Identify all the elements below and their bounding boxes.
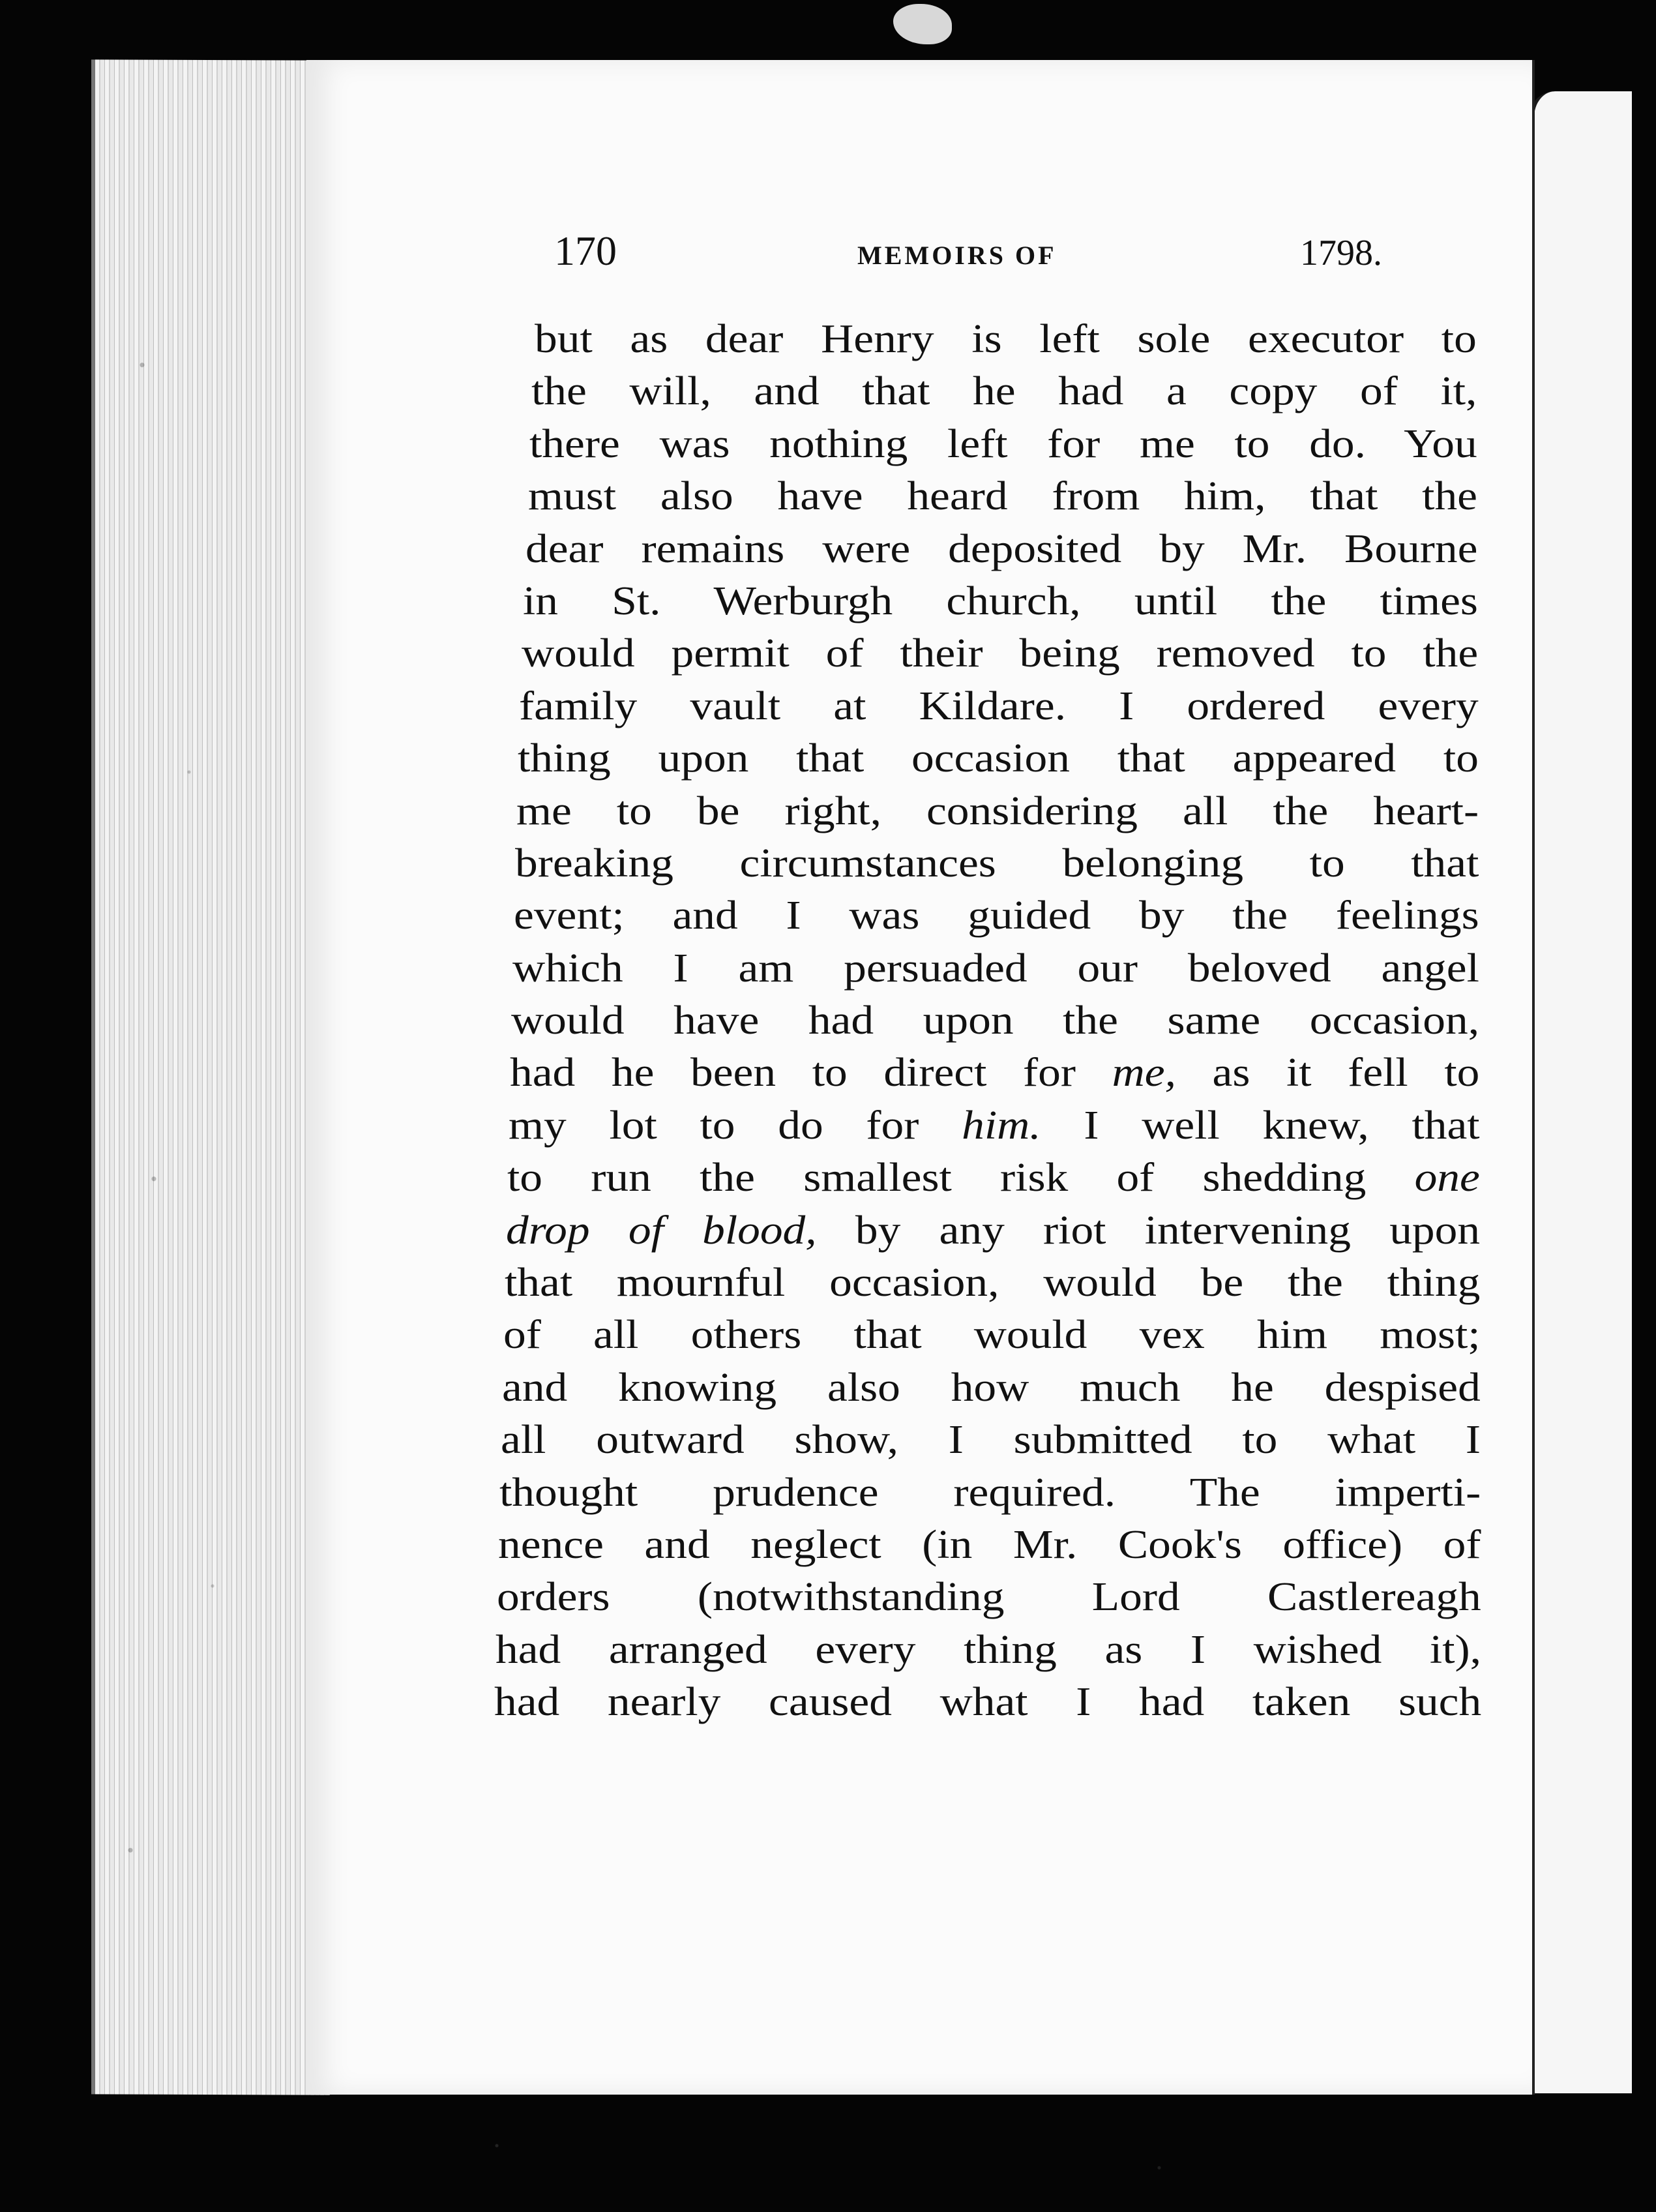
text-line xyxy=(512,942,1479,994)
text-run: by any riot intervening upon xyxy=(816,1208,1481,1253)
text-run: as it fell to xyxy=(1175,1051,1480,1096)
text-run: orders (notwithstanding Lord Castlereagh xyxy=(497,1575,1481,1620)
text-line xyxy=(498,1519,1481,1571)
text-run: but as dear Henry is left sole executor to xyxy=(535,317,1477,361)
text-line xyxy=(518,732,1479,785)
text-run: nence and neglect (in Mr. Cook's office) of xyxy=(498,1522,1481,1567)
text-line xyxy=(505,1257,1480,1309)
text-run: that mournful occasion, would be the thing xyxy=(505,1261,1481,1306)
text-line xyxy=(528,470,1477,522)
text-line xyxy=(499,1467,1481,1519)
text-line xyxy=(514,889,1479,942)
italic-text: him. xyxy=(962,1103,1041,1148)
text-line xyxy=(501,1414,1481,1466)
text-line xyxy=(519,680,1479,732)
text-run: to run the smallest risk of shedding xyxy=(507,1156,1415,1201)
page-edges xyxy=(91,59,330,2095)
text-line xyxy=(506,1204,1480,1257)
text-run: breaking circumstances belonging to that xyxy=(515,841,1479,886)
text-run: the will, and that he had a copy of it, xyxy=(531,369,1477,414)
text-line xyxy=(502,1362,1481,1414)
running-title: MEMOIRS OF xyxy=(857,241,1057,270)
text-run: had nearly caused what I had taken such xyxy=(494,1680,1482,1725)
running-year: 1798. xyxy=(1300,233,1382,273)
text-line xyxy=(523,575,1478,627)
text-run: and knowing also how much he despised xyxy=(502,1365,1481,1410)
text-run: all outward show, I submitted to what I xyxy=(501,1418,1481,1463)
text-run: which I am persuaded our beloved angel xyxy=(512,946,1479,991)
text-line xyxy=(525,523,1477,575)
text-run: thought prudence required. The imperti- xyxy=(499,1470,1481,1515)
text-line xyxy=(529,418,1477,470)
text-run: there was nothing left for me to do. You xyxy=(529,421,1477,466)
text-line xyxy=(509,1099,1480,1152)
text-line xyxy=(516,785,1479,837)
text-line xyxy=(507,1152,1480,1204)
text-run: of all others that would vex him most; xyxy=(503,1313,1481,1358)
body-text xyxy=(494,313,1482,1729)
text-run: I well knew, that xyxy=(1041,1103,1480,1148)
text-line xyxy=(510,1047,1479,1099)
text-line xyxy=(494,1676,1481,1728)
text-run: would permit of their being removed to the xyxy=(522,631,1479,676)
text-run: event; and I was guided by the feelings xyxy=(514,893,1479,938)
text-run: would have had upon the same occasion, xyxy=(511,998,1480,1043)
text-run: had arranged every thing as I wished it), xyxy=(495,1627,1481,1672)
text-line xyxy=(497,1571,1481,1623)
text-line xyxy=(535,313,1477,365)
text-run: family vault at Kildare. I ordered every xyxy=(519,683,1479,728)
text-run: dear remains were deposited by Mr. Bourne xyxy=(525,526,1478,571)
facing-page-edge xyxy=(1529,91,1632,2093)
text-line xyxy=(515,837,1479,889)
text-line xyxy=(503,1309,1481,1361)
running-header xyxy=(554,227,1382,286)
italic-text: drop of blood, xyxy=(506,1208,817,1253)
text-line xyxy=(495,1624,1481,1676)
italic-text: me, xyxy=(1112,1051,1176,1096)
text-run: had he been to direct for xyxy=(510,1051,1112,1096)
italic-text: one xyxy=(1414,1156,1480,1201)
text-run: me to be right, considering all the heart- xyxy=(516,788,1479,833)
text-run: must also have heard from him, that the xyxy=(528,474,1477,519)
text-line xyxy=(531,365,1477,417)
text-run: my lot to do for xyxy=(509,1103,962,1148)
text-line xyxy=(511,994,1479,1047)
page-number: 170 xyxy=(554,228,617,274)
text-line xyxy=(522,627,1478,680)
text-run: thing upon that occasion that appeared to xyxy=(518,736,1479,781)
text-run: in St. Werburgh church, until the times xyxy=(523,578,1478,623)
